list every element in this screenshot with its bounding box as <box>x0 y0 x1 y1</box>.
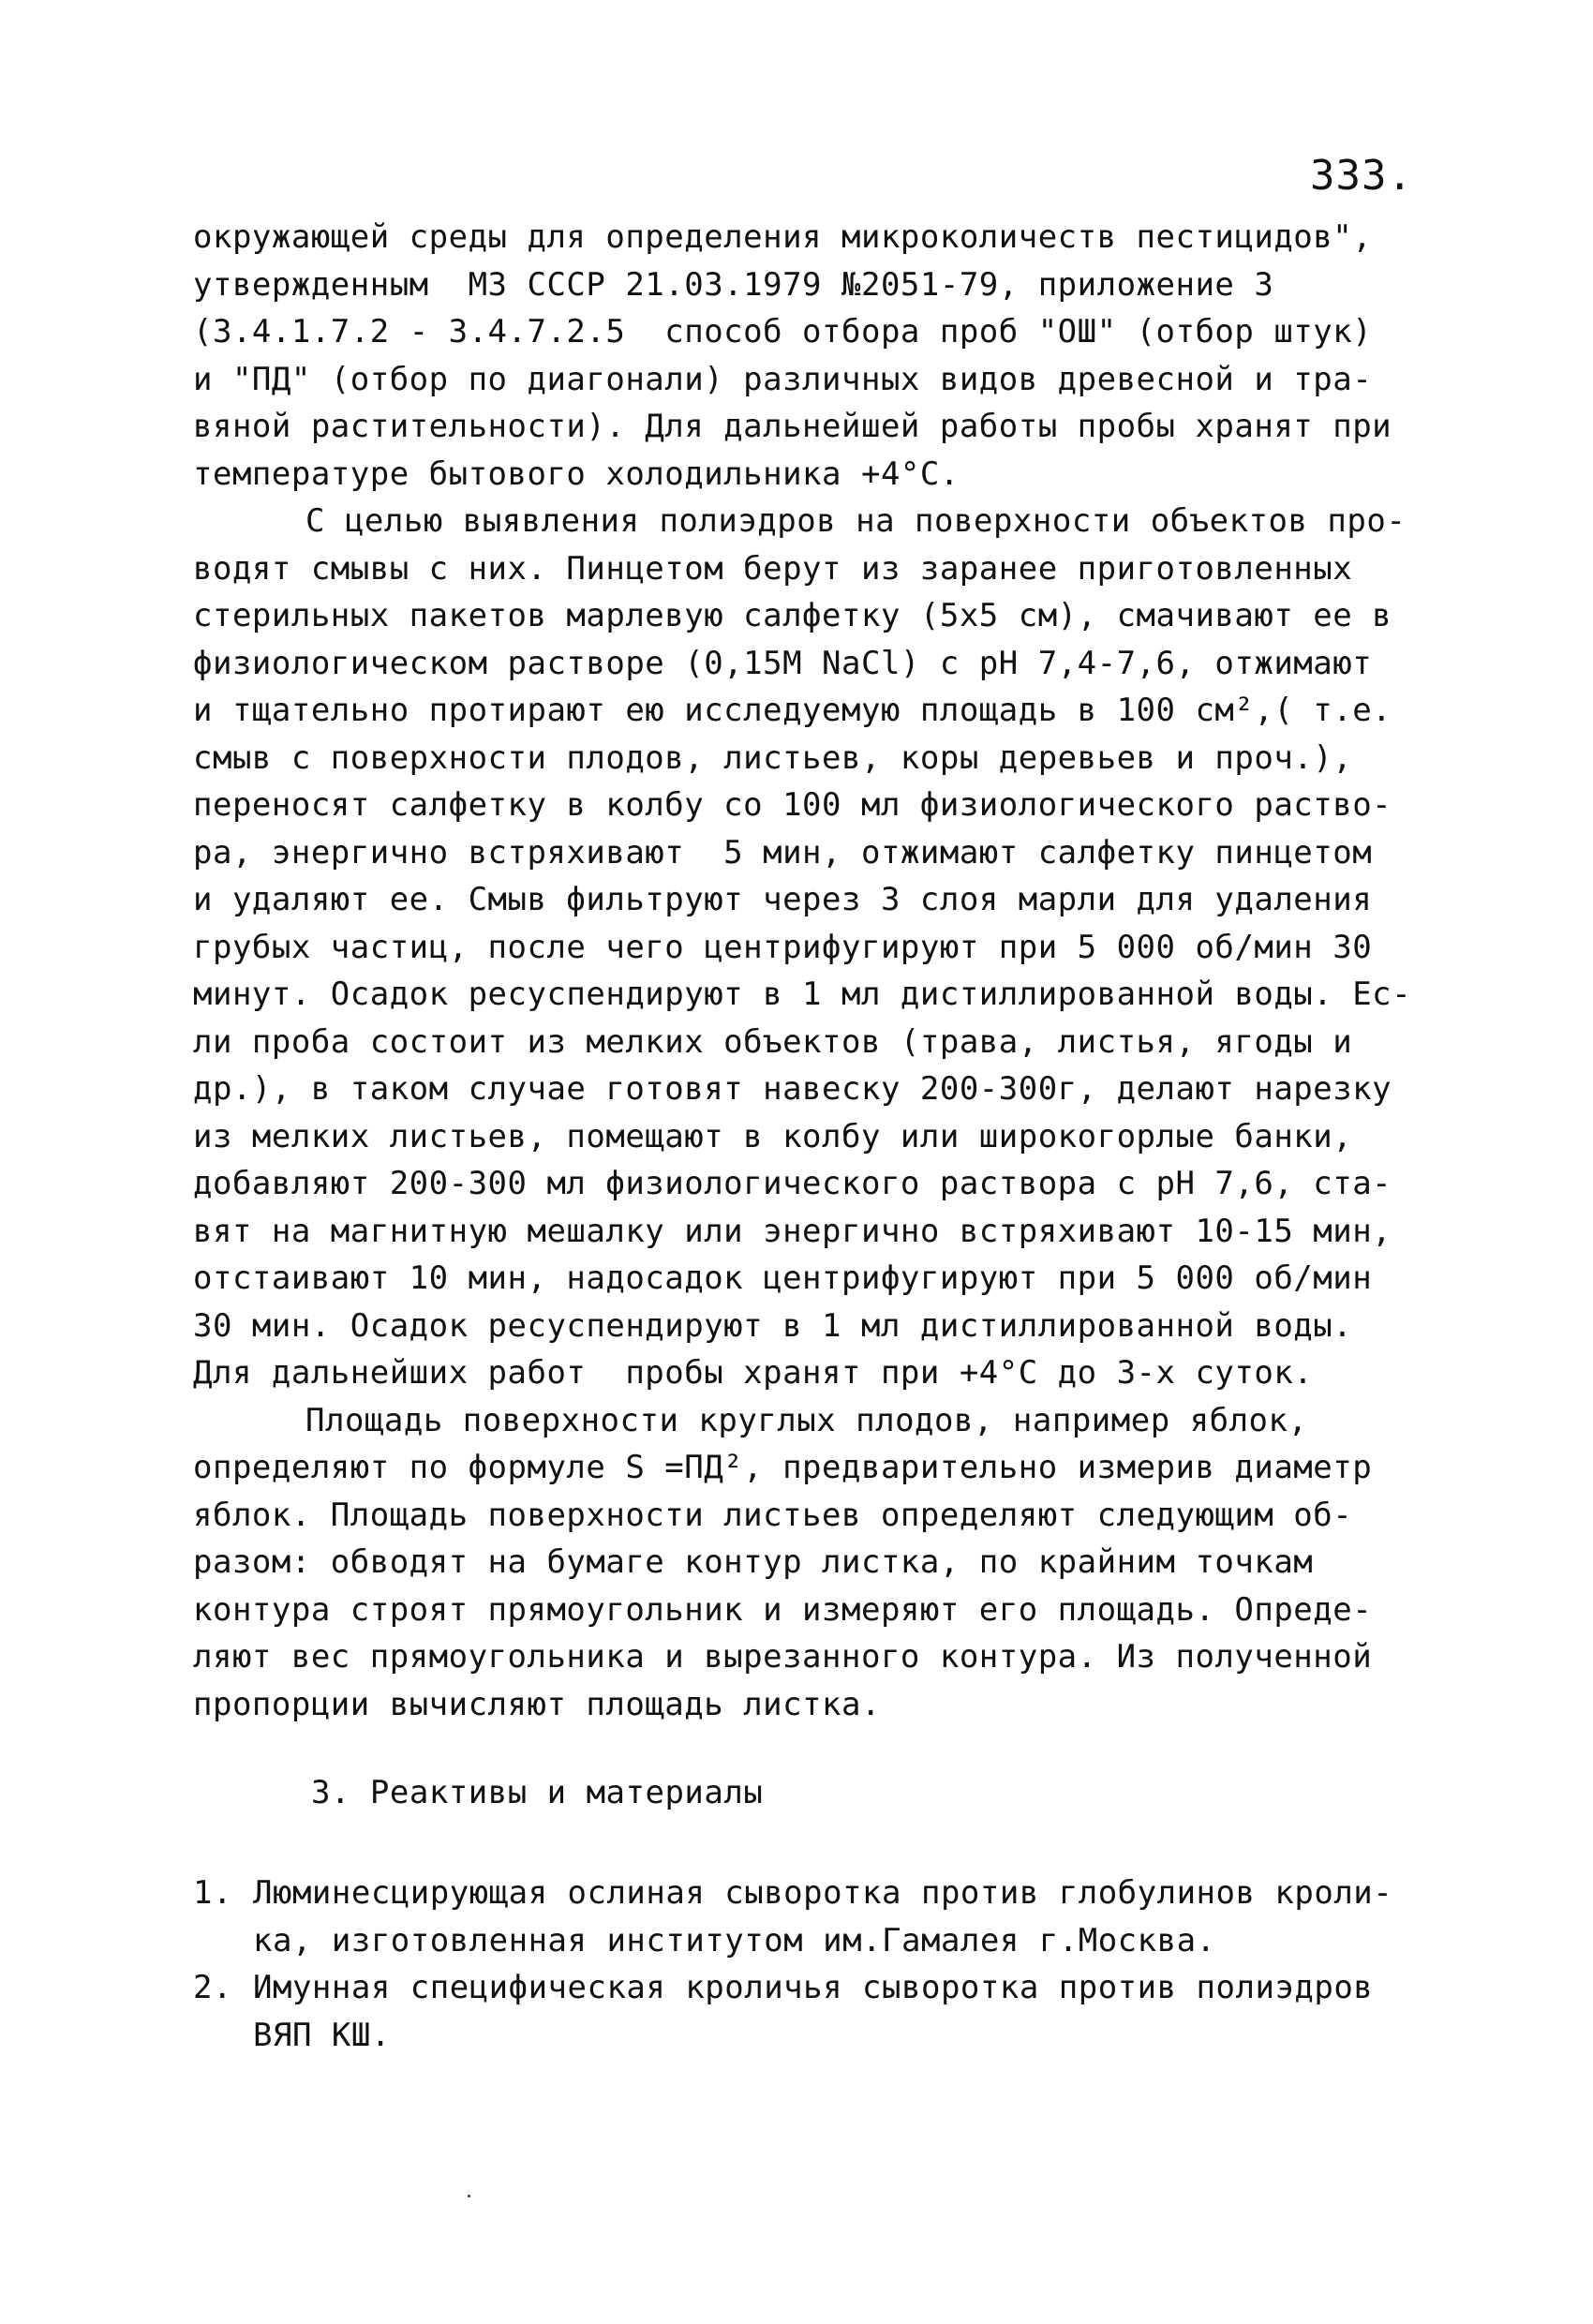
text-line: Люминесцирующая ослиная сыворотка против глобулинов кроли- <box>253 1874 1393 1912</box>
list-item-number: 1. <box>193 1874 232 1912</box>
list-item-number: 2. <box>193 1969 232 2006</box>
text-line: и удаляют ее. Смыв фильтруют через 3 слоя марли для удаления <box>193 881 1373 918</box>
text-line: физиологическом растворе (0,15М NaCl) с рН 7,4-7,6, отжимают <box>193 644 1373 682</box>
text-line: стерильных пакетов марлевую салфетку (5х5 см), смачивают ее в <box>193 597 1392 634</box>
scan-speck <box>468 2195 470 2197</box>
text-line: пропорции вычисляют площадь листка. <box>193 1685 881 1723</box>
text-line: вяной растительности). Для дальнейшей работы пробы хранят при <box>193 408 1392 445</box>
list-item-text <box>253 1870 1392 1964</box>
paragraph <box>193 498 1412 1397</box>
text-line: переносят салфетку в колбу со 100 мл физиологического раство- <box>193 786 1392 824</box>
page-number: 333. <box>1310 152 1413 200</box>
text-line: утвержденным МЗ СССР 21.03.1979 №2051-79, приложение 3 <box>193 265 1274 304</box>
text-line: 30 мин. Осадок ресуспендируют в 1 мл дистиллированной воды. <box>193 1306 1353 1345</box>
text-line: добавляют 200-300 мл физиологического раствора с рН 7,6, ста- <box>193 1165 1392 1202</box>
text-line: ВЯП КШ. <box>253 2016 391 2054</box>
text-line: определяют по формуле S =ПД², предварительно измерив диаметр <box>193 1449 1373 1486</box>
text-line: ра, энергично встряхивают 5 мин, отжимают салфетку пинцетом <box>193 833 1373 872</box>
text-line: грубых частиц, после чего центрифугируют при 5 000 об/мин 30 <box>193 928 1373 966</box>
text-line: минут. Осадок ресуспендируют в 1 мл дистиллированной воды. Ес- <box>193 976 1412 1013</box>
text-line: др.), в таком случае готовят навеску 200-300г, делают нарезку <box>193 1070 1392 1108</box>
list-item <box>193 1964 1402 2059</box>
text-line: из мелких листьев, помещают в колбу или широкогорлые банки, <box>193 1117 1353 1155</box>
text-line: контура строят прямоугольник и измеряют его площадь. Опреде- <box>193 1590 1373 1629</box>
paragraph-list <box>193 214 1412 1728</box>
text-line: Площадь поверхности круглых плодов, например яблок, <box>305 1401 1308 1439</box>
list-item <box>193 1870 1402 1964</box>
text-line: разом: обводят на бумаге контур листка, по крайним точкам <box>193 1543 1314 1581</box>
body-text <box>193 214 1412 1728</box>
paragraph <box>193 214 1402 498</box>
reagent-list <box>193 1870 1402 2059</box>
list-item-text <box>253 1964 1373 2059</box>
text-line: водят смывы с них. Пинцетом берут из заранее приготовленных <box>193 549 1353 588</box>
text-line: Имунная специфическая кроличья сыворотка против полиэдров <box>253 1969 1374 2006</box>
text-line: и "ПД" (отбор по диагонали) различных видов древесной и тра- <box>193 360 1373 398</box>
text-line: яблок. Площадь поверхности листьев определяют следующим об- <box>193 1496 1353 1534</box>
text-line: ляют вес прямоугольника и вырезанного контура. Из полученной <box>193 1638 1373 1676</box>
paragraph <box>193 1397 1402 1729</box>
text-line: ка, изготовленная институтом им.Гамалея г.Москва. <box>253 1921 1216 1959</box>
text-line: (3.4.1.7.2 - 3.4.7.2.5 способ отбора проб "ОШ" (отбор штук) <box>193 313 1373 350</box>
text-line: Для дальнейших работ пробы хранят при +4°С до 3-х суток. <box>193 1354 1314 1392</box>
text-line: отстаивают 10 мин, надосадок центрифугируют при 5 000 об/мин <box>193 1259 1373 1297</box>
text-line: С целью выявления полиэдров на поверхности объектов про- <box>305 502 1407 540</box>
text-line: температуре бытового холодильника +4°С. <box>193 454 960 493</box>
text-line: вят на магнитную мешалку или энергично встряхивают 10-15 мин, <box>193 1212 1392 1250</box>
section-heading: 3. Реактивы и материалы <box>311 1774 764 1811</box>
text-line: окружающей среды для определения микроколичеств пестицидов", <box>193 218 1373 256</box>
text-line: ли проба состоит из мелких объектов (трава, листья, ягоды и <box>193 1022 1353 1061</box>
text-line: смыв с поверхности плодов, листьев, коры деревьев и проч.), <box>193 738 1353 777</box>
text-line: и тщательно протирают ею исследуемую площадь в 100 см²,( т.е. <box>193 692 1392 729</box>
